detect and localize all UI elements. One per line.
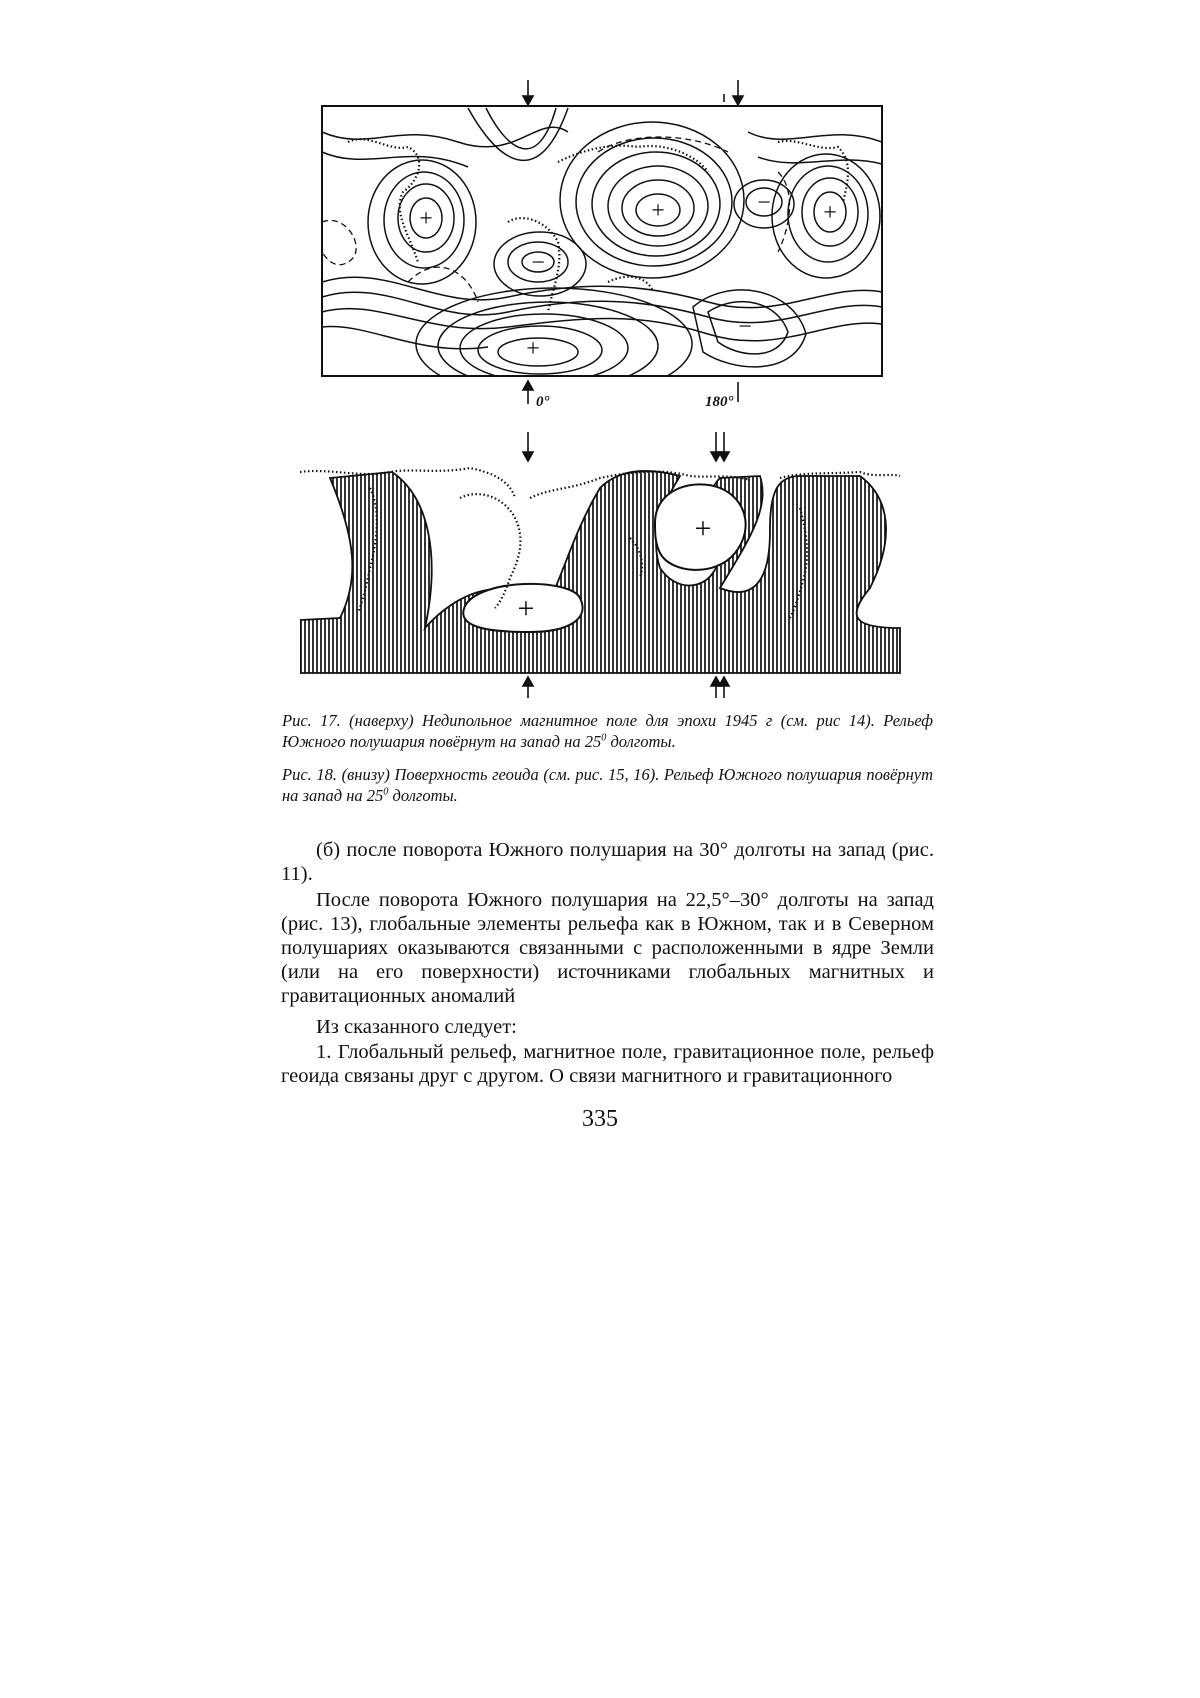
caption-17-text: Рис. 17. (наверху) Недипольное магнитное поле для эпохи 1945 г (см. рис 14). Рельеф Южного полушария повёрнут на запад на 25 [282, 711, 933, 751]
figure-17-svg [308, 72, 898, 412]
paragraph-conclusion-intro: Из сказанного следует: [316, 1016, 517, 1038]
sign-plus-south: + [526, 336, 540, 362]
paragraph-rotation-22-30: После поворота Южного полушария на 22,5°–30° долготы на запад (рис. 13), глобальные элементы рельефа как в Южном, так и в Северном полушариях оказываются связанными с расположенными в ядре Земли (или на его поверхности) источниками глобальных магнитных и гравитационных аномалий [281, 889, 934, 1007]
hatched-regions [300, 471, 900, 673]
figure-18-svg [300, 428, 920, 700]
sign-plus-right: + [823, 200, 837, 226]
sign-plus-left: + [419, 206, 433, 232]
sign-minus-center: − [531, 250, 545, 276]
sign-plus-south: + [517, 592, 535, 625]
caption-18-suffix: долготы. [388, 786, 458, 805]
label-180-degrees: 180° [705, 394, 734, 410]
label-0-degrees: 0° [536, 394, 550, 410]
figure-18-caption [282, 764, 933, 806]
sign-minus-right: − [757, 190, 771, 216]
caption-17-suffix: долготы. [606, 732, 676, 751]
sign-plus-center: + [651, 198, 665, 224]
figure-17-caption [282, 710, 933, 752]
caption-17-superscript: 0 [601, 732, 607, 744]
top-arrows [523, 80, 743, 105]
page-number: 335 [582, 1106, 618, 1132]
caption-18-text: Рис. 18. (внизу) Поверхность геоида (см. рис. 15, 16). Рельеф Южного полушария повёрнут на запад на 25 [282, 765, 933, 805]
top-arrows [523, 432, 729, 461]
caption-18-superscript: 0 [383, 786, 389, 798]
paragraph-conclusion-1: 1. Глобальный рельеф, магнитное поле, гравитационное поле, рельеф геоида связаны друг с другом. О связи магнитного и гравитационного [281, 1041, 934, 1087]
sign-minus-south: − [738, 314, 752, 340]
sign-plus-center: + [694, 512, 712, 545]
paragraph-rotation-30: (б) после поворота Южного полушария на 30° долготы на запад (рис. 11). [281, 839, 934, 885]
bottom-arrows [523, 677, 729, 698]
figure-17-magnetic-field-map [308, 72, 898, 412]
figure-18-geoid-map [300, 428, 920, 700]
